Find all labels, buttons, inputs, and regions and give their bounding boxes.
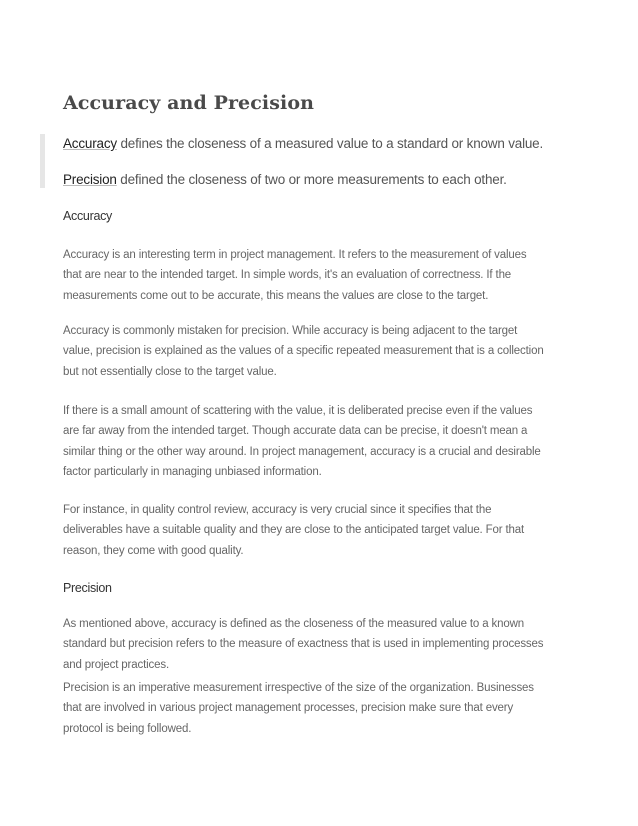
precision-paragraph-1	[63, 614, 578, 675]
precision-definition	[63, 172, 507, 187]
text-line: standard but precision refers to the measure of exactness that is used in implementing processes	[63, 638, 544, 651]
text-line: that are involved in various project management processes, precision make sure that every	[63, 702, 514, 715]
text-line: Accuracy is an interesting term in project management. It refers to the measurement of values	[63, 249, 527, 261]
accuracy-definition-text: defines the closeness of a measured value to a standard or known value.	[116, 136, 544, 151]
accuracy-paragraph-3	[63, 401, 578, 482]
text-line: similar thing or the other way around. In project management, accuracy is a crucial and desirable	[63, 445, 541, 458]
precision-definition-text: defined the closeness of two or more measurements to each other.	[116, 172, 507, 187]
page-title: Accuracy and Precision	[63, 92, 315, 114]
text-line: that are near to the intended target. In simple words, it's an evaluation of correctness. If the	[63, 269, 512, 282]
text-line: Precision is an imperative measurement irrespective of the size of the organization. Businesses	[63, 682, 534, 694]
accuracy-paragraph-1	[63, 245, 578, 306]
text-line: deliverables have a suitable quality and they are close to the anticipated target value. For that	[63, 524, 525, 537]
text-line: For instance, in quality control review, accuracy is very crucial since it specifies that the	[63, 504, 492, 516]
text-line: and project practices.	[63, 658, 170, 671]
accuracy-heading: Accuracy	[63, 209, 113, 223]
definition-blockquote	[40, 134, 600, 188]
blockquote-bar	[40, 134, 45, 188]
text-line: but not essentially close to the target value.	[63, 365, 277, 378]
accuracy-definition	[63, 136, 543, 151]
text-line: reason, they come with good quality.	[63, 544, 244, 557]
text-line: factor particularly in managing unbiased information.	[63, 465, 322, 478]
precision-heading: Precision	[63, 581, 112, 595]
precision-term-link[interactable]: Precision	[63, 172, 117, 187]
text-line: protocol is being followed.	[63, 722, 192, 735]
accuracy-paragraph-4	[63, 500, 578, 561]
accuracy-term-link[interactable]: Accuracy	[63, 136, 117, 151]
precision-paragraph-2	[63, 678, 578, 739]
accuracy-paragraph-2	[63, 321, 578, 382]
text-line: If there is a small amount of scattering with the value, it is deliberated precise even if the values	[63, 405, 533, 417]
text-line: value, precision is explained as the values of a specific repeated measurement that is a collection	[63, 345, 544, 358]
text-line: As mentioned above, accuracy is defined as the closeness of the measured value to a known	[63, 618, 524, 630]
text-line: are far away from the intended target. Though accurate data can be precise, it doesn't mean a	[63, 425, 528, 438]
text-line: measurements come out to be accurate, this means the values are close to the target.	[63, 289, 489, 302]
text-line: Accuracy is commonly mistaken for precision. While accuracy is being adjacent to the target	[63, 325, 518, 337]
